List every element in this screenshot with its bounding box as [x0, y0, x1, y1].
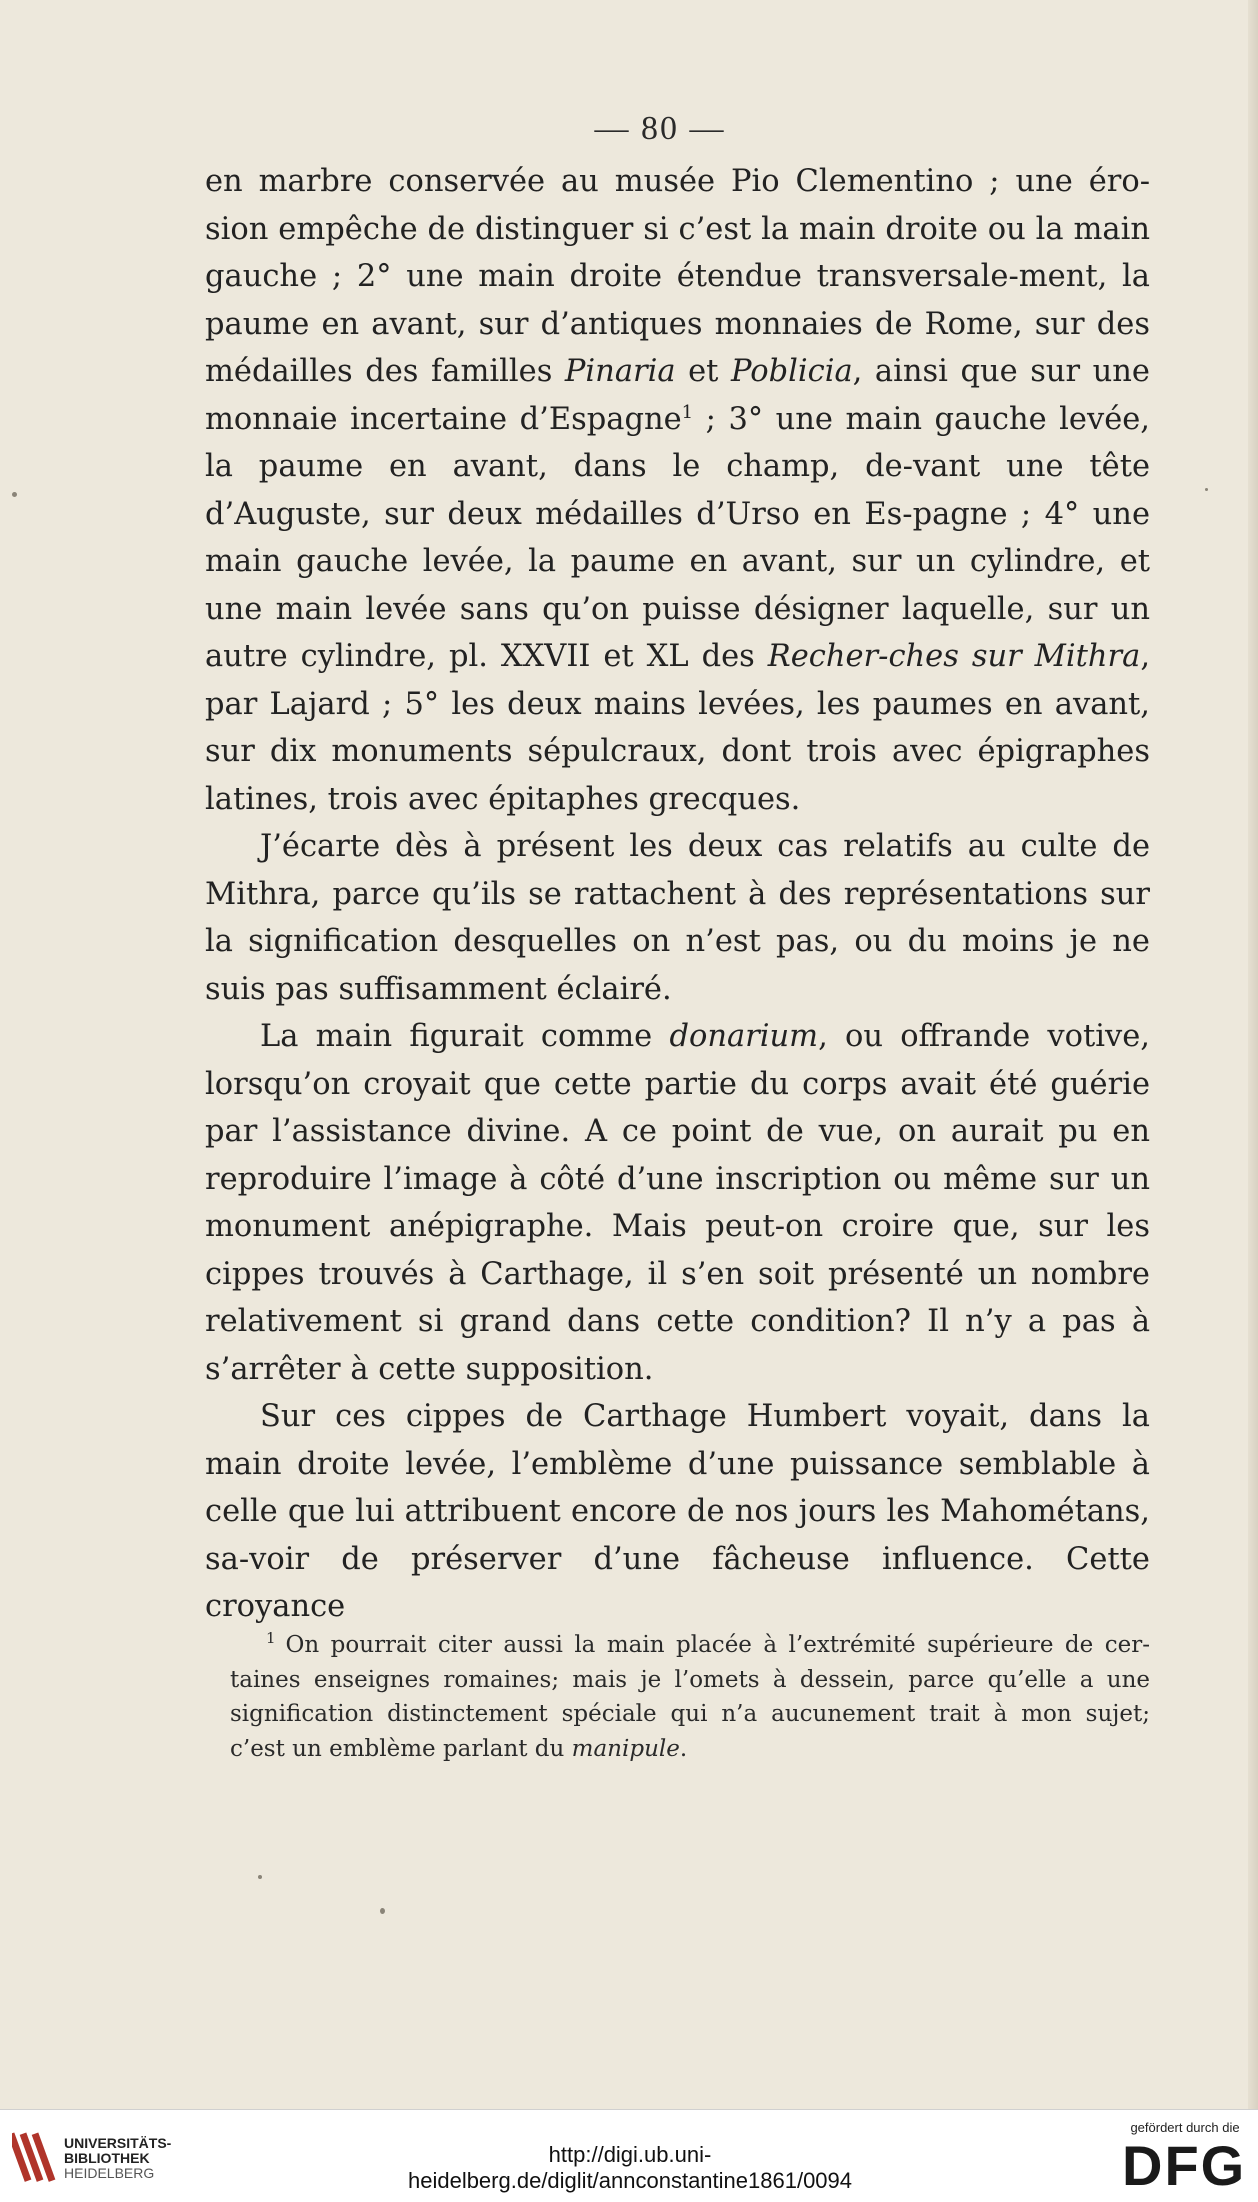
dust-speck: [1205, 488, 1208, 491]
text-run: ; 3° une main gauche levée, la paume en avant, dans le champ, de-vant une tête d’Auguste, sur deux médailles d’Urso en Es-pagne ; 4° une main gauche levée, la paume en avant, sur un cylindre, et une main levée sans qu’on puisse désigner laquelle, sur un autre cylindre, pl. XXVII et XL des: [205, 401, 1150, 674]
page-edge-shadow: [1248, 0, 1258, 2109]
funder-caption: gefördert durch die: [1130, 2120, 1240, 2135]
text-run: Sur ces cippes de Carthage Humbert voyait, dans la main droite levée, l’emblème d’une puissance semblable à celle que lui attribuent encore de nos jours les Mahométans, sa-voir de préserver d’une fâcheuse influence. Cette croyance: [205, 1399, 1150, 1624]
footnotes: [230, 1628, 1150, 1766]
footer-bar: [0, 2109, 1258, 2202]
italic-text: Pinaria: [564, 354, 676, 389]
paragraph: [205, 1393, 1150, 1631]
university-library-logo-icon: [12, 2126, 56, 2188]
footnote-mark: 1: [266, 1629, 276, 1648]
italic-text: Poblicia: [730, 354, 853, 389]
dust-speck: [12, 492, 17, 497]
text-run: , ainsi que sur une monnaie incertaine d’Espagne: [205, 354, 1150, 437]
italic-text: manipule: [571, 1735, 680, 1762]
text-run: J’écarte dès à présent les deux cas relatifs au culte de Mithra, parce qu’ils se rattachent à des représentations sur la signification desquelles on n’est pas, ou du moins je ne suis pas suffisamment éclairé.: [205, 829, 1150, 1007]
library-name-line3: HEIDELBERG: [64, 2165, 155, 2181]
dust-speck: [258, 1875, 262, 1879]
dust-speck: [380, 1908, 385, 1914]
body-text: [205, 158, 1150, 1631]
paragraph: [205, 823, 1150, 1013]
paragraph: [205, 1013, 1150, 1393]
text-run: , ou offrande votive, lorsqu’on croyait que cette partie du corps avait été guérie par l’assistance divine. A ce point de vue, on aurait pu en reproduire l’image à côté d’une inscription ou même sur un monument anépigraphe. Mais peut-on croire que, sur les cippes trouvés à Carthage, il s’en soit présenté un nombre relativement si grand dans cette condition? Il n’y a pas à s’arrêter à cette supposition.: [205, 1019, 1151, 1387]
paragraph: [205, 158, 1150, 823]
footnote: [230, 1628, 1150, 1766]
text-run: On pourrait citer aussi la main placée à l’extrémité supérieure de cer-taines enseignes romaines; mais je l’omets à dessein, parce qu’elle a une signification distinctement spéciale qui n’a aucunement trait à mon sujet; c’est un emblème parlant du: [230, 1632, 1150, 1762]
footnote-reference[interactable]: 1: [681, 401, 694, 423]
text-run: .: [679, 1735, 688, 1762]
page-number: — 80 —: [594, 110, 726, 147]
text-run: , par Lajard ; 5° les deux mains levées, les paumes en avant, sur dix monuments sépulcraux, dont trois avec épigraphes latines, trois avec épitaphes grecques.: [205, 639, 1151, 817]
library-name-line2: BIBLIOTHEK: [64, 2150, 150, 2166]
italic-text: donarium: [669, 1019, 819, 1054]
text-run: et: [675, 354, 731, 389]
text-run: La main figurait comme: [260, 1019, 670, 1054]
library-name-line1: UNIVERSITÄTS-: [64, 2135, 172, 2151]
text-run: en marbre conservée au musée Pio Clementino ; une éro-sion empêche de distinguer si c’est la main droite ou la main gauche ; 2° une main droite étendue transversale-ment, la paume en avant, sur d’antiques monnaies de Rome, sur des médailles des familles: [205, 164, 1150, 389]
library-name: [64, 2136, 171, 2181]
permalink-url[interactable]: http://digi.ub.uni-heidelberg.de/diglit/annconstantine1861/0094: [407, 2142, 853, 2193]
italic-text: Recher-ches sur Mithra: [767, 639, 1141, 674]
dfg-logo: DFG: [1122, 2134, 1247, 2197]
